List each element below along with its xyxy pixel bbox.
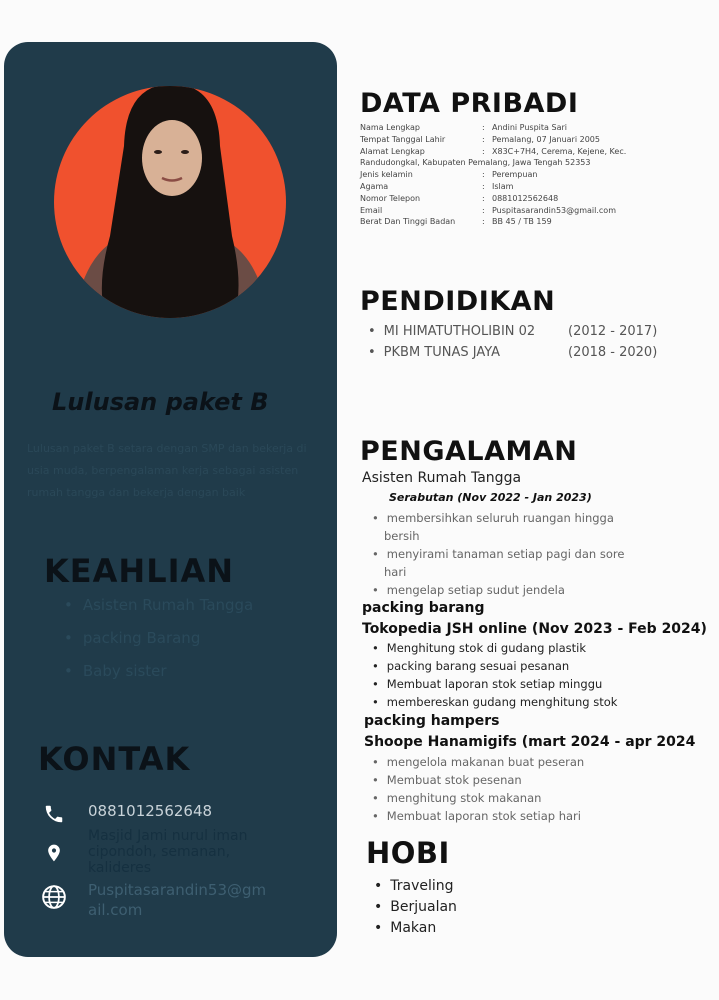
row-key: Nomor Telepon (360, 193, 421, 203)
task-text: Membuat laporan stok setiap minggu (386, 677, 603, 691)
row-key: Berat Dan Tinggi Badan (360, 217, 456, 227)
list-item: • Baby sister (64, 660, 253, 693)
list-item: • packing barang sesuai pesanan (372, 659, 570, 673)
list-item: • Traveling (374, 876, 457, 897)
address-continuation: Randudongkal, Kabupaten Pemalang, Jawa Tengah 52353 (360, 158, 591, 168)
row-value: Perempuan (492, 170, 538, 180)
phone-number[interactable]: 0881012562648 (88, 802, 213, 820)
row-key: Email (360, 205, 383, 215)
table-row (360, 169, 626, 181)
table-row (360, 122, 626, 134)
contact-email (40, 880, 268, 920)
job1-role: Asisten Rumah Tangga (362, 470, 522, 486)
table-row (360, 205, 626, 217)
school-years: (2018 - 2020) (568, 345, 658, 360)
list-item: • Menghitung stok di gudang plastik (372, 641, 586, 655)
row-sep: : (482, 181, 485, 191)
list-item: • Membuat laporan stok setiap hari (372, 809, 581, 823)
list-item: bersih (384, 529, 420, 543)
row-key: Nama Lengkap (360, 123, 420, 132)
job3-company: Shoope Hanamigifs (mart 2024 - apr 2024 (364, 734, 696, 750)
table-row (360, 134, 626, 146)
job1-period: Serabutan (Nov 2022 - Jan 2023) (389, 491, 592, 504)
keahlian-title: KEAHLIAN (44, 552, 235, 590)
row-value: X83C+7H4, Cerema, Kejene, Kec. (492, 146, 627, 156)
task-text: menyirami tanaman setiap pagi dan sore (386, 547, 625, 561)
location-pin-icon (40, 842, 68, 870)
task-text: membersihkan seluruh ruangan hingga (386, 511, 614, 525)
row-sep: : (482, 170, 485, 180)
table-row (360, 193, 626, 205)
list-item: • Asisten Rumah Tangga (64, 594, 253, 627)
table-row (360, 146, 626, 158)
job3-task-list (372, 753, 584, 825)
table-row (360, 181, 626, 193)
personal-data-table (360, 122, 626, 228)
list-item: • packing Barang (64, 627, 253, 660)
education-list (368, 322, 657, 364)
row-value: Andini Puspita Sari (492, 123, 567, 132)
profile-photo (54, 86, 286, 318)
row-value: Pemalang, 07 Januari 2005 (492, 134, 600, 144)
list-item: • Membuat stok pesenan (372, 773, 522, 787)
task-text: menghitung stok makanan (386, 791, 542, 805)
row-sep: : (482, 146, 485, 156)
task-text: packing barang sesuai pesanan (386, 659, 570, 673)
list-item: • membersihkan seluruh ruangan hingga (372, 511, 614, 525)
row-value: Puspitasarandin53@gmail.com (492, 205, 616, 215)
row-key: Alamat Lengkap (360, 146, 425, 156)
row-sep: : (482, 193, 485, 203)
task-text: Membuat laporan stok setiap hari (386, 809, 581, 823)
list-item: • mengelap setiap sudut jendela (372, 583, 565, 597)
contact-address (40, 828, 268, 876)
list-item: • menyirami tanaman setiap pagi dan sore (372, 547, 625, 561)
row-key: Jenis kelamin (360, 170, 413, 180)
school-name: • MI HIMATUTHOLIBIN 02 (368, 322, 568, 343)
kontak-title: KONTAK (38, 740, 191, 778)
list-item: • membereskan gudang menghitung stok (372, 695, 618, 709)
skills-list (64, 594, 253, 693)
address-text: Masjid Jami nurul iman cipondoh, semanan, kalideres (88, 828, 248, 876)
row-key: Agama (360, 181, 389, 191)
job2-company: Tokopedia JSH online (Nov 2023 - Feb 2024) (362, 621, 707, 637)
pengalaman-title: PENGALAMAN (360, 436, 578, 467)
row-value: BB 45 / TB 159 (492, 217, 552, 227)
hobby-list (374, 876, 457, 939)
task-text: mengelap setiap sudut jendela (386, 583, 565, 597)
summary-text: Lulusan paket B setara dengan SMP dan bekerja di usia muda, berpengalaman kerja sebagai asisten rumah tangga dan bekerja dengan baik (27, 442, 307, 499)
job2-role: packing barang (362, 600, 485, 616)
task-text: Menghitung stok di gudang plastik (386, 641, 586, 655)
row-key: Tempat Tanggal Lahir (360, 134, 446, 144)
list-item: • Berjualan (374, 897, 457, 918)
pendidikan-title: PENDIDIKAN (360, 286, 556, 317)
school-name: • PKBM TUNAS JAYA (368, 343, 568, 364)
list-item: • Membuat laporan stok setiap minggu (372, 677, 603, 691)
list-item: • menghitung stok makanan (372, 791, 542, 805)
data-pribadi-title: DATA PRIBADI (360, 88, 579, 119)
list-item (368, 322, 657, 343)
subtitle: Lulusan paket B (52, 388, 269, 416)
row-value: 0881012562648 (492, 193, 559, 203)
row-sep: : (482, 217, 485, 227)
job2-task-list (372, 639, 617, 711)
task-text: membereskan gudang menghitung stok (386, 695, 618, 709)
globe-icon (40, 884, 68, 912)
list-item: • mengelola makanan buat peseran (372, 755, 585, 769)
list-item (368, 343, 657, 364)
job1-task-list (372, 509, 662, 599)
list-item: hari (384, 565, 407, 579)
row-sep: : (482, 205, 485, 215)
job3-role: packing hampers (364, 713, 500, 729)
row-sep: : (482, 134, 485, 144)
task-text: Membuat stok pesenan (386, 773, 522, 787)
email-address[interactable]: Puspitasarandin53@gmail.com (88, 881, 267, 919)
phone-icon (40, 803, 68, 831)
school-years: (2012 - 2017) (568, 324, 658, 339)
hobi-title: HOBI (366, 836, 450, 870)
row-value: Islam (492, 181, 514, 191)
contact-phone (40, 803, 212, 831)
table-row (360, 216, 626, 228)
list-item: • Makan (374, 918, 457, 939)
person-illustration (54, 86, 286, 318)
task-text: mengelola makanan buat peseran (386, 755, 585, 769)
row-sep: : (482, 123, 485, 132)
